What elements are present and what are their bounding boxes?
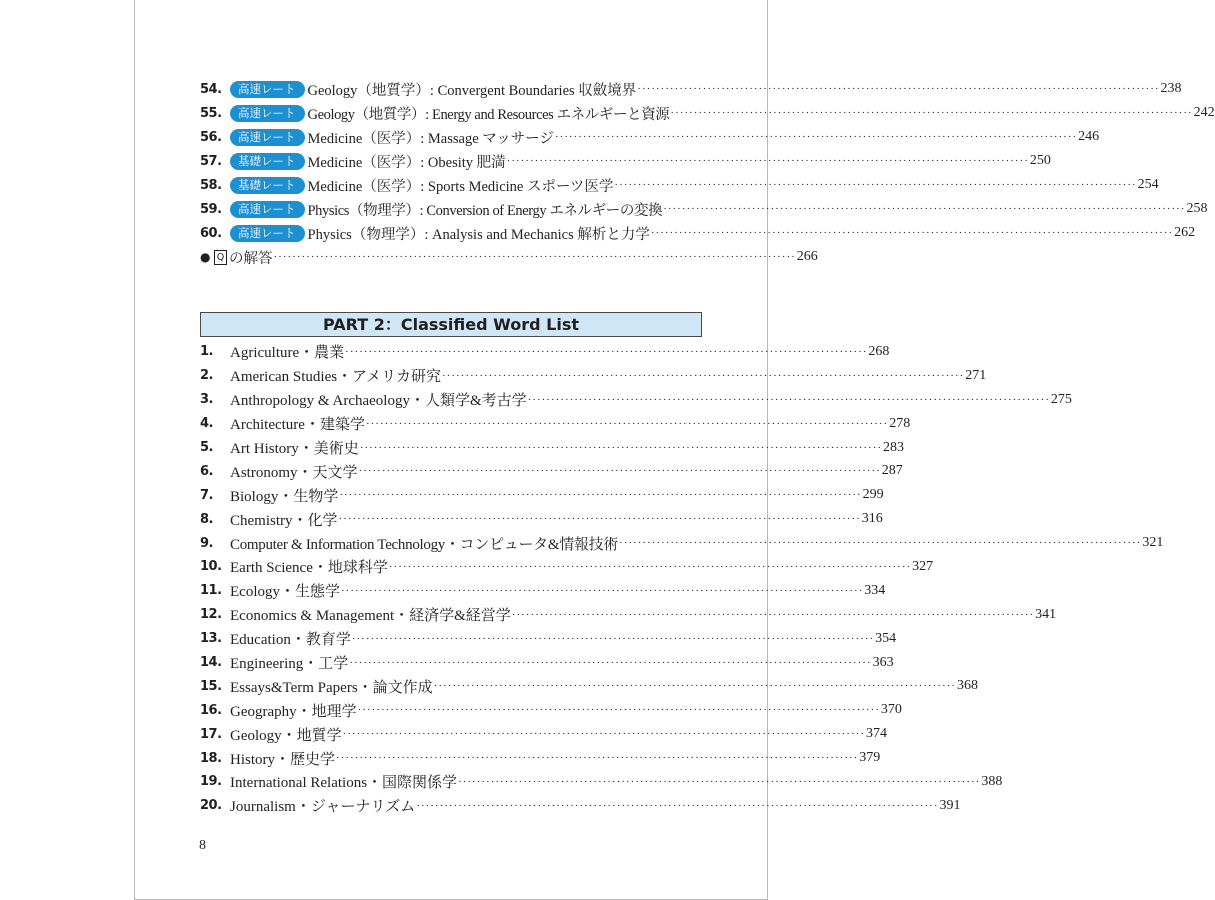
toc-entry[interactable] — [200, 77, 1182, 101]
leader-dots — [336, 752, 858, 764]
leader-dots — [434, 680, 956, 692]
entry-title: Medicine（医学）: Obesity 肥満 — [307, 154, 506, 171]
entry-title: Agriculture・農業 — [230, 345, 345, 362]
entry-number: 5. — [200, 440, 213, 455]
level-badge: 高速レート — [230, 129, 305, 146]
entry-number: 3. — [200, 392, 213, 408]
toc-entry[interactable] — [200, 674, 978, 698]
entry-page: 275 — [1050, 391, 1072, 407]
level-badge: 基礎レート — [230, 153, 305, 170]
leader-dots — [442, 370, 964, 382]
toc-entry[interactable] — [200, 746, 881, 770]
entry-number: 16. — [200, 702, 222, 718]
toc-entry[interactable] — [200, 794, 961, 818]
leader-dots — [339, 513, 861, 525]
part2-header: PART 2：Classified Word List — [200, 312, 702, 337]
entry-page: 250 — [1029, 153, 1051, 168]
level-badge: 高速レート — [230, 105, 305, 122]
toc-entry[interactable] — [200, 412, 911, 436]
entry-page: 341 — [1035, 606, 1057, 622]
leader-dots — [358, 704, 880, 716]
entry-page: 391 — [939, 797, 961, 813]
leader-dots — [528, 394, 1050, 406]
toc-entry[interactable] — [200, 388, 1072, 412]
entry-title: の解答 — [229, 250, 273, 267]
leader-dots — [366, 418, 888, 430]
entry-title: Chemistry・化学 — [230, 512, 338, 529]
entry-title: Engineering・工学 — [230, 656, 349, 673]
entry-title: Astronomy・天文学 — [230, 464, 358, 481]
entry-title: Earth Science・地球科学 — [230, 560, 388, 577]
level-badge: 高速レート — [230, 225, 305, 242]
entry-number: 56. — [200, 129, 222, 145]
entry-number: 60. — [200, 225, 222, 241]
entry-page: 258 — [1186, 201, 1208, 216]
toc-entry[interactable] — [200, 627, 897, 651]
entry-page: 268 — [868, 343, 890, 359]
entry-number: 13. — [200, 631, 222, 647]
leader-dots — [341, 585, 863, 597]
entry-page: 299 — [862, 487, 884, 503]
entry-page: 368 — [956, 678, 978, 694]
toc-entry[interactable] — [200, 770, 1003, 794]
entry-title: Education・教育学 — [230, 632, 351, 649]
part1-toc-list — [200, 77, 1215, 269]
entry-number: 15. — [200, 678, 222, 694]
entry-page: 283 — [883, 439, 905, 455]
entry-page: 266 — [796, 249, 818, 264]
part2-toc-list — [200, 340, 1164, 818]
entry-title: American Studies・アメリカ研究 — [230, 369, 442, 386]
leader-dots — [274, 251, 796, 263]
toc-entry[interactable] — [200, 651, 894, 675]
bullet-icon: ● — [200, 250, 211, 264]
entry-page: 363 — [872, 654, 894, 670]
leader-dots — [389, 561, 911, 573]
entry-number: 58. — [200, 177, 222, 193]
level-badge: 高速レート — [230, 81, 305, 98]
toc-entry[interactable] — [200, 101, 1215, 125]
toc-entry[interactable] — [200, 173, 1159, 197]
toc-entry[interactable] — [200, 436, 905, 460]
toc-entry[interactable] — [200, 221, 1196, 245]
toc-entry[interactable] — [200, 555, 934, 579]
leader-dots — [637, 83, 1159, 95]
q-box-icon: Q — [214, 250, 227, 265]
entry-number: 57. — [200, 153, 222, 169]
entry-page: 242 — [1193, 105, 1215, 120]
entry-page: 388 — [981, 773, 1003, 789]
leader-dots — [507, 155, 1029, 167]
toc-entry[interactable] — [200, 483, 884, 507]
leader-dots — [614, 179, 1136, 191]
toc-entry[interactable] — [200, 340, 890, 364]
entry-page: 278 — [889, 415, 911, 431]
entry-number: 54. — [200, 81, 222, 97]
entry-number: 14. — [200, 655, 222, 671]
entry-number: 17. — [200, 726, 222, 742]
leader-dots — [359, 465, 881, 477]
entry-page: 327 — [912, 558, 934, 574]
toc-entry[interactable] — [200, 364, 987, 388]
leader-dots — [416, 800, 938, 812]
toc-entry[interactable] — [200, 507, 883, 531]
entry-number: 12. — [200, 607, 222, 623]
entry-title: Journalism・ジャーナリズム — [230, 799, 416, 816]
entry-title: Medicine（医学）: Sports Medicine スポーツ医学 — [307, 178, 614, 195]
entry-title: Geology・地質学 — [230, 727, 342, 744]
toc-entry[interactable] — [200, 698, 902, 722]
toc-entry[interactable] — [200, 531, 1164, 555]
entry-title: Geology（地質学）: Convergent Boundaries 収斂境界 — [307, 82, 637, 99]
leader-dots — [352, 633, 874, 645]
entry-number: 2. — [200, 368, 213, 384]
entry-title: Physics（物理学）: Analysis and Mechanics 解析と力学 — [307, 226, 650, 243]
leader-dots — [512, 609, 1034, 621]
entry-page: 370 — [880, 702, 902, 718]
toc-entry[interactable] — [200, 603, 1057, 627]
leader-dots — [345, 346, 867, 358]
entry-title: History・歴史学 — [230, 751, 336, 768]
entry-title: Physics（物理学）: Conversion of Energy エネルギーの変換 — [307, 202, 663, 219]
entry-number: 4. — [200, 416, 213, 432]
entry-page: 246 — [1078, 129, 1100, 144]
entry-number: 18. — [200, 750, 222, 766]
toc-entry[interactable] — [200, 149, 1051, 173]
entry-number: 59. — [200, 201, 222, 217]
entry-title: Geology（地質学）: Energy and Resources エネルギーと資源 — [307, 106, 670, 123]
entry-number: 55. — [200, 105, 222, 121]
entry-page: 334 — [864, 582, 886, 598]
entry-page: 379 — [859, 750, 881, 766]
entry-number: 9. — [200, 535, 213, 551]
toc-entry[interactable] — [200, 722, 887, 746]
toc-entry[interactable] — [200, 125, 1100, 149]
entry-number: 6. — [200, 463, 213, 479]
leader-dots — [349, 657, 871, 669]
entry-title: Geography・地理学 — [230, 703, 357, 720]
entry-page: 262 — [1174, 225, 1196, 240]
entry-title: Economics & Management・経済学&経営学 — [230, 608, 511, 625]
entry-title: Architecture・建築学 — [230, 417, 365, 434]
entry-number: 19. — [200, 774, 222, 790]
entry-page: 271 — [965, 367, 987, 383]
leader-dots — [360, 442, 882, 454]
entry-page: 287 — [881, 463, 903, 479]
entry-number: 11. — [200, 583, 222, 599]
entry-number: 10. — [200, 559, 222, 575]
toc-entry[interactable] — [200, 459, 903, 483]
entry-title: Anthropology & Archaeology・人類学&考古学 — [230, 393, 527, 410]
entry-title: Art History・美術史 — [230, 441, 359, 457]
entry-page: 374 — [865, 726, 887, 742]
entry-page: 238 — [1160, 81, 1182, 96]
answers-entry[interactable] — [200, 245, 818, 269]
entry-number: 1. — [200, 344, 213, 360]
entry-page: 254 — [1137, 177, 1159, 192]
leader-dots — [343, 728, 865, 740]
leader-dots — [651, 227, 1173, 239]
entry-page: 354 — [875, 630, 897, 646]
entry-title: Medicine（医学）: Massage マッサージ — [307, 130, 554, 147]
entry-page: 321 — [1142, 535, 1164, 551]
entry-title: Biology・生物学 — [230, 488, 339, 505]
leader-dots — [619, 537, 1141, 549]
entry-number: 7. — [200, 487, 213, 503]
leader-dots — [663, 203, 1185, 215]
entry-title: Essays&Term Papers・論文作成 — [230, 679, 433, 696]
entry-title: Computer & Information Technology・コンピュータ&情報技術 — [230, 536, 619, 553]
entry-number: 8. — [200, 511, 213, 527]
toc-entry[interactable] — [200, 197, 1208, 221]
level-badge: 基礎レート — [230, 177, 305, 194]
entry-number: 20. — [200, 798, 222, 814]
level-badge: 高速レート — [230, 201, 305, 218]
toc-entry[interactable] — [200, 579, 886, 603]
leader-dots — [458, 776, 980, 788]
leader-dots — [339, 489, 861, 501]
entry-title: Ecology・生態学 — [230, 584, 340, 601]
entry-title: International Relations・国際関係学 — [230, 775, 458, 792]
entry-page: 316 — [861, 511, 883, 527]
leader-dots — [670, 107, 1192, 119]
page-number: 8 — [199, 838, 206, 853]
leader-dots — [555, 131, 1077, 143]
